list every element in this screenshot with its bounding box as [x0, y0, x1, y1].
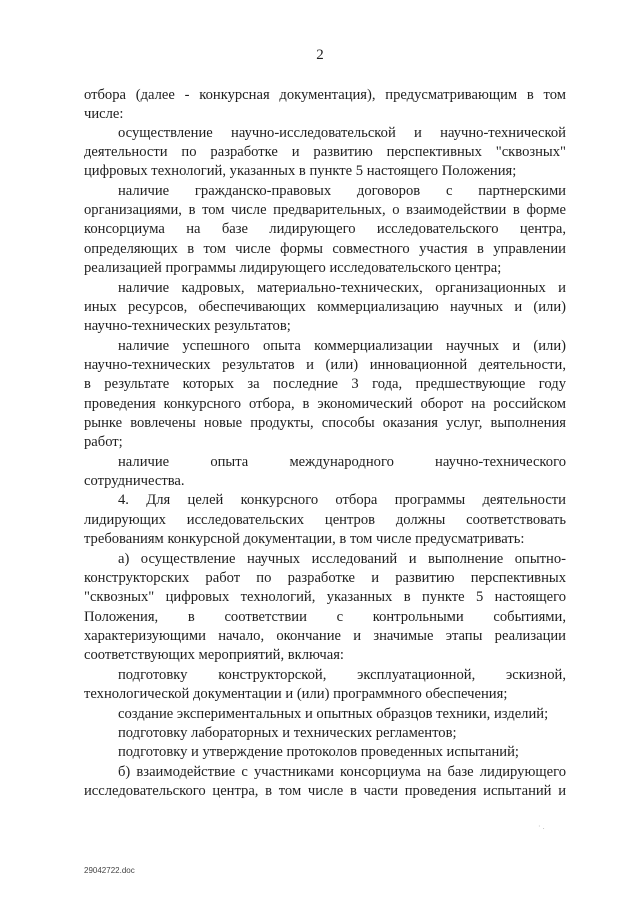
text-line: конструкторских работ по разработке и развитию перспективных [84, 570, 566, 586]
text-line: характеризующими начало, окончание и значимые этапы реализации [84, 628, 566, 644]
footer-filename: 29042722.doc [84, 866, 135, 875]
text-line: 4. Для целей конкурсного отбора программы деятельности [118, 492, 566, 508]
text-line: б) взаимодействие с участниками консорциума на базе лидирующего [118, 764, 566, 780]
text-line: наличие гражданско-правовых договоров с партнерскими [118, 183, 566, 199]
page-number: 2 [316, 47, 324, 63]
text-line: а) осуществление научных исследований и выполнение опытно- [118, 551, 566, 567]
text-line: технологической документации и (или) программного обеспечения; [84, 686, 508, 702]
text-line: наличие опыта международного научно-технического [118, 454, 566, 470]
text-line: консорциума на базе лидирующего исследовательского центра, [84, 221, 566, 237]
text-line: отбора (далее - конкурсная документация), предусматривающим в том [84, 87, 566, 103]
text-line: определяющих в том числе формы совместного участия в управлении [84, 241, 566, 257]
text-line: исследовательского центра, в том числе в части проведения испытаний и [84, 783, 566, 799]
text-line: цифровых технологий, указанных в пункте 5 настоящего Положения; [84, 163, 517, 179]
text-line: деятельности по разработке и развитию перспективных "сквозных" [84, 144, 566, 160]
text-line: наличие успешного опыта коммерциализации научных и (или) [118, 338, 566, 354]
text-line: работ; [84, 434, 123, 450]
text-line: требованиям конкурсной документации, в том числе предусматривать: [84, 531, 525, 547]
text-line: в результате которых за последние 3 года, предшествующие году [84, 376, 566, 392]
text-line: соответствующих мероприятий, включая: [84, 647, 344, 663]
text-line: Положения, в соответствии с контрольными событиями, [84, 609, 566, 625]
text-line: лидирующих исследовательских центров должны соответствовать [84, 512, 566, 528]
text-line: наличие кадровых, материально-технических, организационных и [118, 280, 566, 296]
text-line: научно-технических результатов и (или) инновационной деятельности, [84, 357, 566, 373]
scan-artifact: · . [538, 822, 545, 831]
text-line: реализацией программы лидирующего исследовательского центра; [84, 260, 502, 276]
text-line: осуществление научно-исследовательской и научно-технической [118, 125, 566, 141]
text-line: подготовку лабораторных и технических регламентов; [118, 725, 457, 741]
text-line: "сквозных" цифровых технологий, указанных в пункте 5 настоящего [84, 589, 566, 605]
text-line: организациями, в том числе предварительных, о взаимодействии в форме [84, 202, 566, 218]
text-line: проведения конкурсного отбора, в экономический оборот на российском [84, 396, 566, 412]
text-line: рынке вовлечены новые продукты, способы оказания услуг, выполнения [84, 415, 566, 431]
text-line: подготовку и утверждение протоколов проведенных испытаний; [118, 744, 519, 760]
text-line: создание экспериментальных и опытных образцов техники, изделий; [118, 706, 549, 722]
text-line: научно-технических результатов; [84, 318, 291, 334]
text-line: числе: [84, 106, 124, 122]
text-line: иных ресурсов, обеспечивающих коммерциализацию научных и (или) [84, 299, 566, 315]
text-line: подготовку конструкторской, эксплуатационной, эскизной, [118, 667, 566, 683]
text-line: сотрудничества. [84, 473, 185, 489]
